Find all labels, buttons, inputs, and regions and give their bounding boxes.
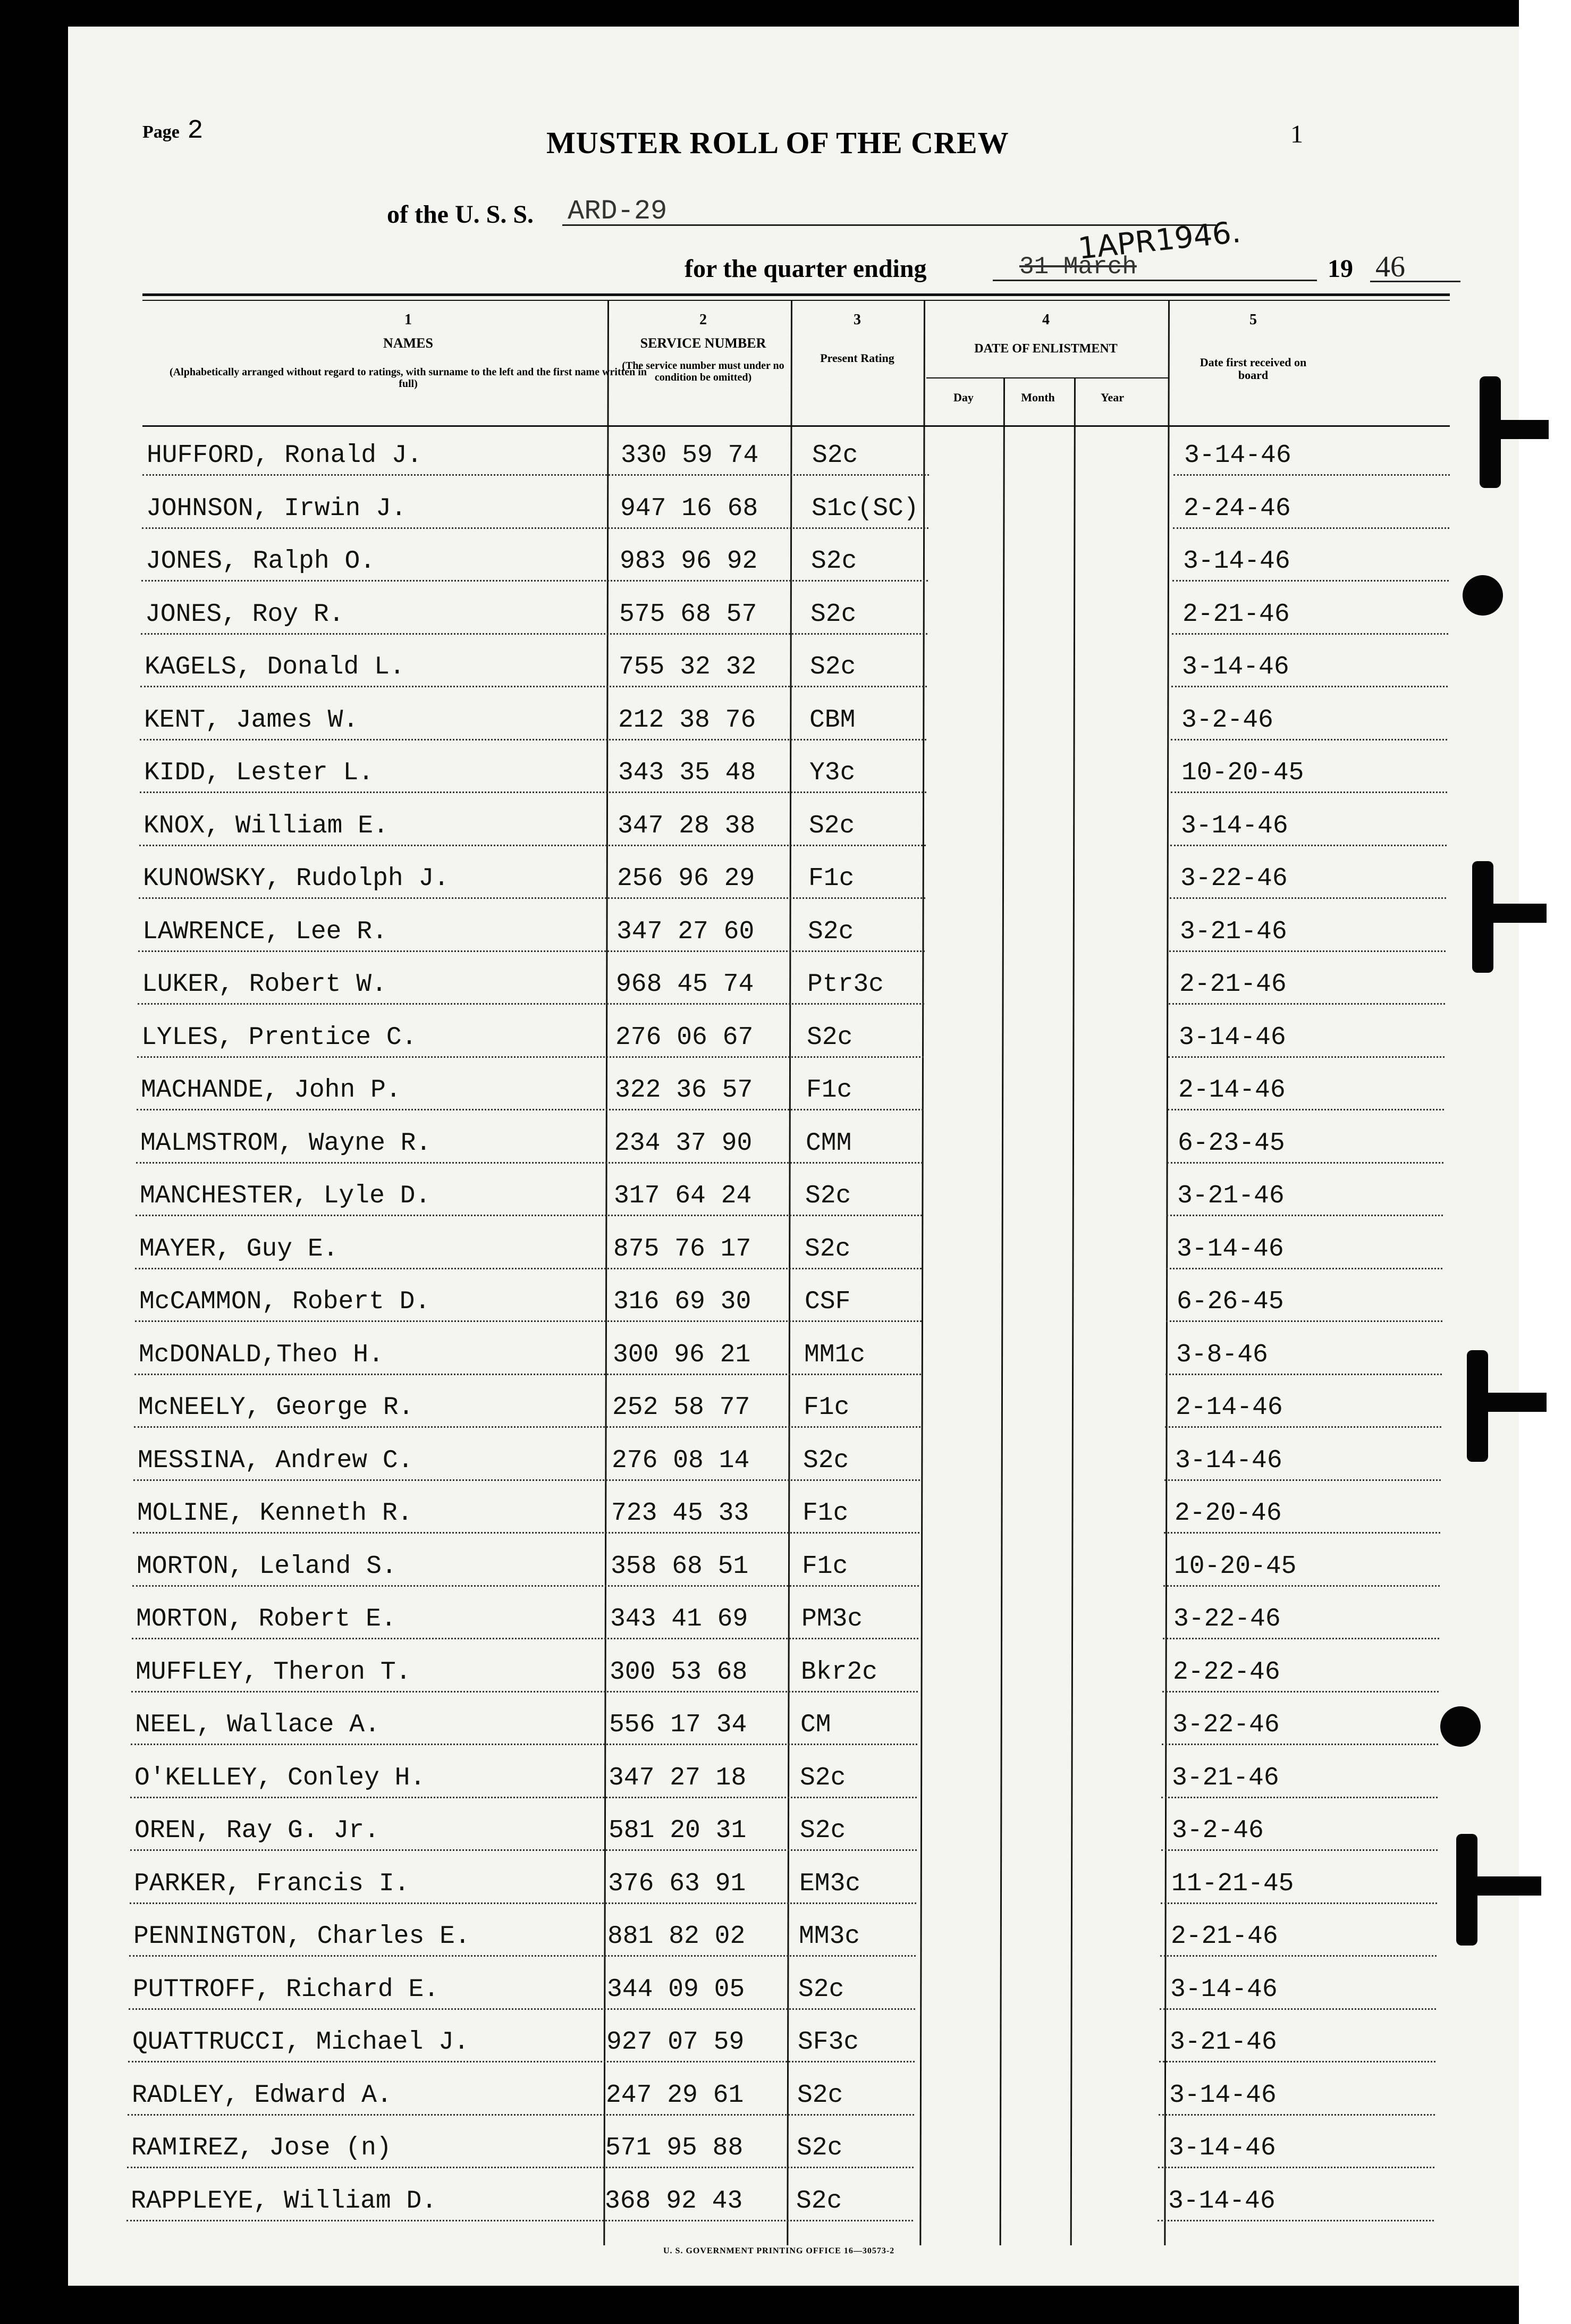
row-rule [1168,1109,1444,1110]
date-received: 2-21-46 [1179,970,1287,999]
row-rule [1160,1955,1437,1957]
crew-name: KENT, James W. [144,706,359,735]
row-rule [130,1902,916,1904]
service-number: 581 20 31 [609,1816,747,1845]
date-received: 3-21-46 [1177,1182,1285,1210]
row-rule [1161,1902,1437,1904]
col-year-label: Year [1101,391,1124,404]
crew-name: KUNOWSKY, Rudolph J. [143,864,450,893]
row-rule [1165,1374,1442,1375]
row-rule [1161,1797,1438,1798]
col-note: (Alphabetically arranged without regard to ratings, with surname to the left and the first name written in full) [170,366,647,390]
present-rating: S2c [797,2081,843,2110]
row-rule [131,1691,918,1693]
row-rule [1161,1849,1438,1851]
service-number: 968 45 74 [616,970,754,999]
row-rule [1170,897,1446,899]
service-number: 234 37 90 [614,1129,753,1158]
row-rule [135,1320,922,1322]
row-rule [131,1744,917,1745]
crew-name: PUTTROFF, Richard E. [133,1975,440,2004]
row-rule [1165,1426,1441,1428]
present-rating: MM1c [804,1341,866,1369]
table-row [68,1816,1519,1870]
row-rule [1171,686,1448,687]
date-received: 3-14-46 [1184,441,1291,470]
service-number: 322 36 57 [615,1076,753,1105]
row-rule [136,1215,922,1216]
date-received: 3-22-46 [1173,1605,1281,1633]
service-number: 343 41 69 [610,1605,748,1633]
present-rating: S2c [810,653,856,681]
crew-name: MACHANDE, John P. [141,1076,401,1105]
table-row [68,864,1519,917]
row-rule [1170,845,1447,846]
service-number: 755 32 32 [619,653,757,681]
col-day-label: Day [953,391,974,404]
crew-name: O'KELLEY, Conley H. [134,1764,426,1792]
table-row [68,1870,1519,1923]
present-rating: S2c [800,1816,846,1845]
service-number: 256 96 29 [617,864,755,893]
present-rating: PM3c [801,1605,863,1633]
service-number: 300 53 68 [610,1658,748,1687]
header-rule-thin [142,300,1450,301]
punch-hole [1440,1706,1481,1747]
service-number: 575 68 57 [619,600,757,629]
present-rating: F1c [808,864,855,893]
col-number: 5 [1249,311,1257,328]
service-number: 881 82 02 [607,1922,746,1951]
present-rating: S2c [797,2134,843,2162]
row-rule [136,1162,923,1164]
table-row [68,600,1519,653]
date-received: 3-14-46 [1168,2187,1276,2216]
table-row [68,917,1519,971]
row-rule [1166,1268,1442,1269]
date-received: 3-14-46 [1169,2081,1277,2110]
col-service-header [610,311,796,383]
table-row [68,1287,1519,1341]
table-row [68,2134,1519,2187]
col-title: NAMES [383,335,433,351]
header-rule [142,293,1450,296]
date-received: 3-21-46 [1172,1764,1279,1792]
row-rule [128,2061,915,2062]
table-row [68,1975,1519,2028]
present-rating: F1c [802,1552,848,1581]
present-rating: CM [800,1711,831,1739]
service-number: 316 69 30 [613,1287,751,1316]
service-number: 556 17 34 [609,1711,747,1739]
date-received: 3-2-46 [1181,706,1273,735]
crew-name: QUATTRUCCI, Michael J. [132,2028,469,2057]
header-bottom-rule [142,425,1450,427]
table-row [68,1023,1519,1076]
row-rule [130,1797,917,1798]
row-rule [1158,2167,1434,2168]
corner-mark: 1 [1290,120,1303,148]
present-rating: F1c [806,1076,852,1105]
table-row [68,441,1519,494]
crew-name: KAGELS, Donald L. [145,653,405,681]
row-rule [137,1109,923,1110]
crew-name: MORTON, Robert E. [136,1605,396,1633]
crew-name: MAYER, Guy E. [139,1235,339,1264]
table-row [68,494,1519,548]
present-rating: S2c [808,917,854,946]
row-rule [1164,1532,1440,1534]
row-rule [1166,1320,1442,1322]
present-rating: EM3c [799,1870,861,1898]
row-rule [132,1585,919,1587]
col-title: Present Rating [820,351,894,365]
crew-name: RAMIREZ, Jose (n) [131,2134,392,2162]
service-number: 252 58 77 [612,1393,750,1422]
date-received: 2-21-46 [1183,600,1290,629]
table-row [68,1764,1519,1817]
table-row [68,653,1519,706]
date-received: 3-8-46 [1176,1341,1268,1369]
present-rating: F1c [803,1499,849,1528]
service-number: 276 06 67 [615,1023,754,1052]
service-number: 330 59 74 [621,441,759,470]
year-suffix: 46 [1375,250,1405,283]
row-rule [1172,633,1448,635]
date-received: 2-21-46 [1171,1922,1278,1951]
service-number: 875 76 17 [613,1235,751,1264]
date-received: 3-14-46 [1170,1975,1278,2004]
service-number: 347 28 38 [618,812,756,840]
table-row [68,1182,1519,1235]
col-received-header [1168,311,1338,382]
row-rule [132,1638,918,1639]
binder-tab-arm [1472,904,1547,923]
enlistment-subrule [926,377,1168,378]
service-number: 212 38 76 [618,706,756,735]
table-row [68,1235,1519,1288]
crew-name: MESSINA, Andrew C. [138,1446,413,1475]
crew-name: MORTON, Leland S. [137,1552,397,1581]
row-rule [1169,950,1446,952]
service-number: 347 27 18 [609,1764,747,1792]
present-rating: S2c [811,547,857,576]
table-row [68,2187,1519,2240]
col-title: SERVICE NUMBER [640,335,766,351]
row-rule [1162,1744,1438,1745]
row-rule [1162,1691,1439,1693]
table-row [68,1076,1519,1129]
service-number: 368 92 43 [605,2187,743,2216]
row-rule [1158,2220,1434,2221]
crew-name: MOLINE, Kenneth R. [137,1499,413,1528]
quarter-label: for the quarter ending [685,255,927,283]
table-row [68,1129,1519,1182]
present-rating: S2c [796,2187,842,2216]
service-number: 347 27 60 [616,917,755,946]
row-rule [126,2220,913,2221]
present-rating: CSF [805,1287,851,1316]
col-title: Date first received on board [1200,356,1307,382]
date-received: 2-22-46 [1173,1658,1280,1687]
present-rating: S2c [805,1182,851,1210]
page-label-text: Page [142,122,180,142]
row-rule [130,1849,917,1851]
binder-tab-arm [1467,1393,1547,1412]
crew-name: OREN, Ray G. Jr. [134,1816,379,1845]
crew-name: LYLES, Prentice C. [141,1023,417,1052]
present-rating: F1c [804,1393,850,1422]
row-rule [1163,1585,1440,1587]
service-number: 947 16 68 [620,494,758,523]
date-received: 2-14-46 [1178,1076,1286,1105]
present-rating: Y3c [809,759,856,787]
present-rating: Ptr3c [807,970,884,999]
row-rule [139,897,925,899]
row-rule [141,580,928,582]
row-rule [140,791,926,793]
crew-name: PARKER, Francis I. [134,1870,410,1898]
col-number: 3 [854,311,861,328]
date-received: 10-20-45 [1174,1552,1297,1581]
row-rule [129,1955,916,1957]
row-rule [141,633,927,635]
present-rating: S2c [803,1446,849,1475]
table-row [68,1499,1519,1552]
row-rule [134,1426,920,1428]
crew-name: JONES, Roy R. [145,600,344,629]
col-rating-header [791,311,924,364]
present-rating: CMM [806,1129,852,1158]
row-rule [133,1479,920,1481]
crew-name: RADLEY, Edward A. [132,2081,392,2110]
col-enlistment-header [924,311,1168,356]
table-row [68,1658,1519,1711]
crew-name: McNEELY, George R. [138,1393,414,1422]
row-rule [1159,2114,1435,2116]
row-rule [137,1056,924,1058]
table-row [68,812,1519,865]
table-row [68,706,1519,759]
crew-name: LUKER, Robert W. [142,970,387,999]
present-rating: MM3c [799,1922,860,1951]
page-number: 2 [187,116,204,146]
table-row [68,1922,1519,1975]
binder-tab-arm [1456,1876,1541,1896]
row-rule [127,2167,914,2168]
crew-name: JONES, Ralph O. [146,547,376,576]
col-note: (The service number must under no condition be omitted) [622,360,784,384]
date-received: 3-21-46 [1180,917,1287,946]
crew-name: RAPPLEYE, William D. [131,2187,437,2216]
present-rating: S2c [798,1975,844,2004]
row-rule [1171,739,1447,740]
row-rule [128,2114,914,2116]
row-rule [138,950,925,952]
table-row [68,1711,1519,1764]
muster-roll-sheet [68,27,1519,2286]
date-received: 3-14-46 [1175,1446,1282,1475]
col-month-label: Month [1021,391,1055,404]
present-rating: S2c [810,600,857,629]
date-received: 2-14-46 [1176,1393,1283,1422]
col-number: 1 [404,311,412,328]
row-rule [1171,791,1447,793]
row-rule [1163,1638,1439,1639]
date-received: 3-21-46 [1170,2028,1277,2057]
table-row [68,1446,1519,1500]
row-rule [1169,1003,1445,1005]
date-received: 3-14-46 [1181,812,1288,840]
crew-name: KNOX, William E. [143,812,388,840]
row-rule [1168,1056,1445,1058]
date-received: 3-2-46 [1172,1816,1264,1845]
crew-name: LAWRENCE, Lee R. [142,917,387,946]
service-number: 276 08 14 [612,1446,750,1475]
present-rating: CBM [809,706,856,735]
date-received: 3-14-46 [1183,547,1290,576]
date-received: 3-14-46 [1179,1023,1286,1052]
ship-name: ARD-29 [568,196,668,227]
table-row [68,1341,1519,1394]
present-rating: SF3c [798,2028,859,2057]
year-prefix: 19 [1328,255,1353,283]
service-number: 300 96 21 [613,1341,751,1369]
crew-name: PENNINGTON, Charles E. [133,1922,470,1951]
service-number: 723 45 33 [611,1499,749,1528]
handwritten-date: 1APR1946. [1076,215,1243,266]
service-number: 358 68 51 [611,1552,749,1581]
punch-hole [1463,575,1503,616]
crew-name: McCAMMON, Robert D. [139,1287,430,1316]
row-rule [140,739,926,740]
row-rule [129,2008,915,2010]
col-title: DATE OF ENLISTMENT [974,342,1118,356]
present-rating: S2c [800,1764,846,1792]
table-row [68,1552,1519,1605]
date-received: 6-26-45 [1177,1287,1284,1316]
col-number: 2 [699,311,707,328]
page-margin [1519,0,1571,2324]
table-row [68,2028,1519,2081]
date-received: 6-23-45 [1178,1129,1285,1158]
date-received: 2-24-46 [1184,494,1291,523]
date-received: 3-22-46 [1172,1711,1280,1739]
crew-name: MALMSTROM, Wayne R. [140,1129,432,1158]
row-rule [1173,474,1450,476]
row-rule [1172,580,1449,582]
service-number: 317 64 24 [614,1182,752,1210]
table-row [68,759,1519,812]
service-number: 983 96 92 [620,547,758,576]
quarter-struck-date: 31 March [1019,253,1137,281]
crew-name: McDONALD,Theo H. [139,1341,384,1369]
crew-name: MANCHESTER, Lyle D. [140,1182,431,1210]
page-label [142,116,203,146]
date-received: 11-21-45 [1171,1870,1294,1898]
present-rating: S1c(SC) [812,494,919,523]
row-rule [1159,2061,1435,2062]
crew-name: KIDD, Lester L. [144,759,374,787]
table-row [68,547,1519,600]
service-number: 344 09 05 [607,1975,745,2004]
date-received: 3-14-46 [1182,653,1289,681]
row-rule [135,1268,922,1269]
present-rating: Bkr2c [801,1658,878,1687]
crew-name: JOHNSON, Irwin J. [146,494,407,523]
date-received: 3-22-46 [1180,864,1288,893]
table-row [68,1393,1519,1446]
date-received: 3-14-46 [1169,2134,1276,2162]
row-rule [140,686,927,687]
crew-name: MUFFLEY, Theron T. [136,1658,411,1687]
row-rule [1160,2008,1436,2010]
present-rating: S2c [812,441,858,470]
service-number: 247 29 61 [606,2081,744,2110]
row-rule [1164,1479,1441,1481]
row-rule [138,1003,924,1005]
crew-name: NEEL, Wallace A. [135,1711,380,1739]
printing-office-footer: U. S. GOVERNMENT PRINTING OFFICE 16—30573-2 [663,2246,895,2255]
row-rule [133,1532,919,1534]
col-number: 4 [1042,311,1050,328]
present-rating: S2c [809,812,855,840]
row-rule [142,527,928,529]
ship-label: of the U. S. S. [387,200,534,229]
table-row [68,2081,1519,2134]
date-received: 10-20-45 [1181,759,1304,787]
crew-name: HUFFORD, Ronald J. [147,441,423,470]
row-rule [1173,527,1449,529]
service-number: 927 07 59 [606,2028,745,2057]
binder-tab-arm [1480,420,1549,439]
date-received: 3-14-46 [1177,1235,1284,1264]
col-names-header [142,311,674,390]
table-row [68,1605,1519,1658]
row-rule [1167,1215,1443,1216]
service-number: 376 63 91 [608,1870,746,1898]
present-rating: S2c [805,1235,851,1264]
row-rule [142,474,929,476]
row-rule [1167,1162,1443,1164]
service-number: 343 35 48 [618,759,756,787]
date-received: 2-20-46 [1175,1499,1282,1528]
row-rule [139,845,926,846]
table-row [68,970,1519,1023]
present-rating: S2c [807,1023,853,1052]
page-title: MUSTER ROLL OF THE CREW [546,125,1009,160]
row-rule [134,1374,921,1375]
service-number: 571 95 88 [605,2134,744,2162]
